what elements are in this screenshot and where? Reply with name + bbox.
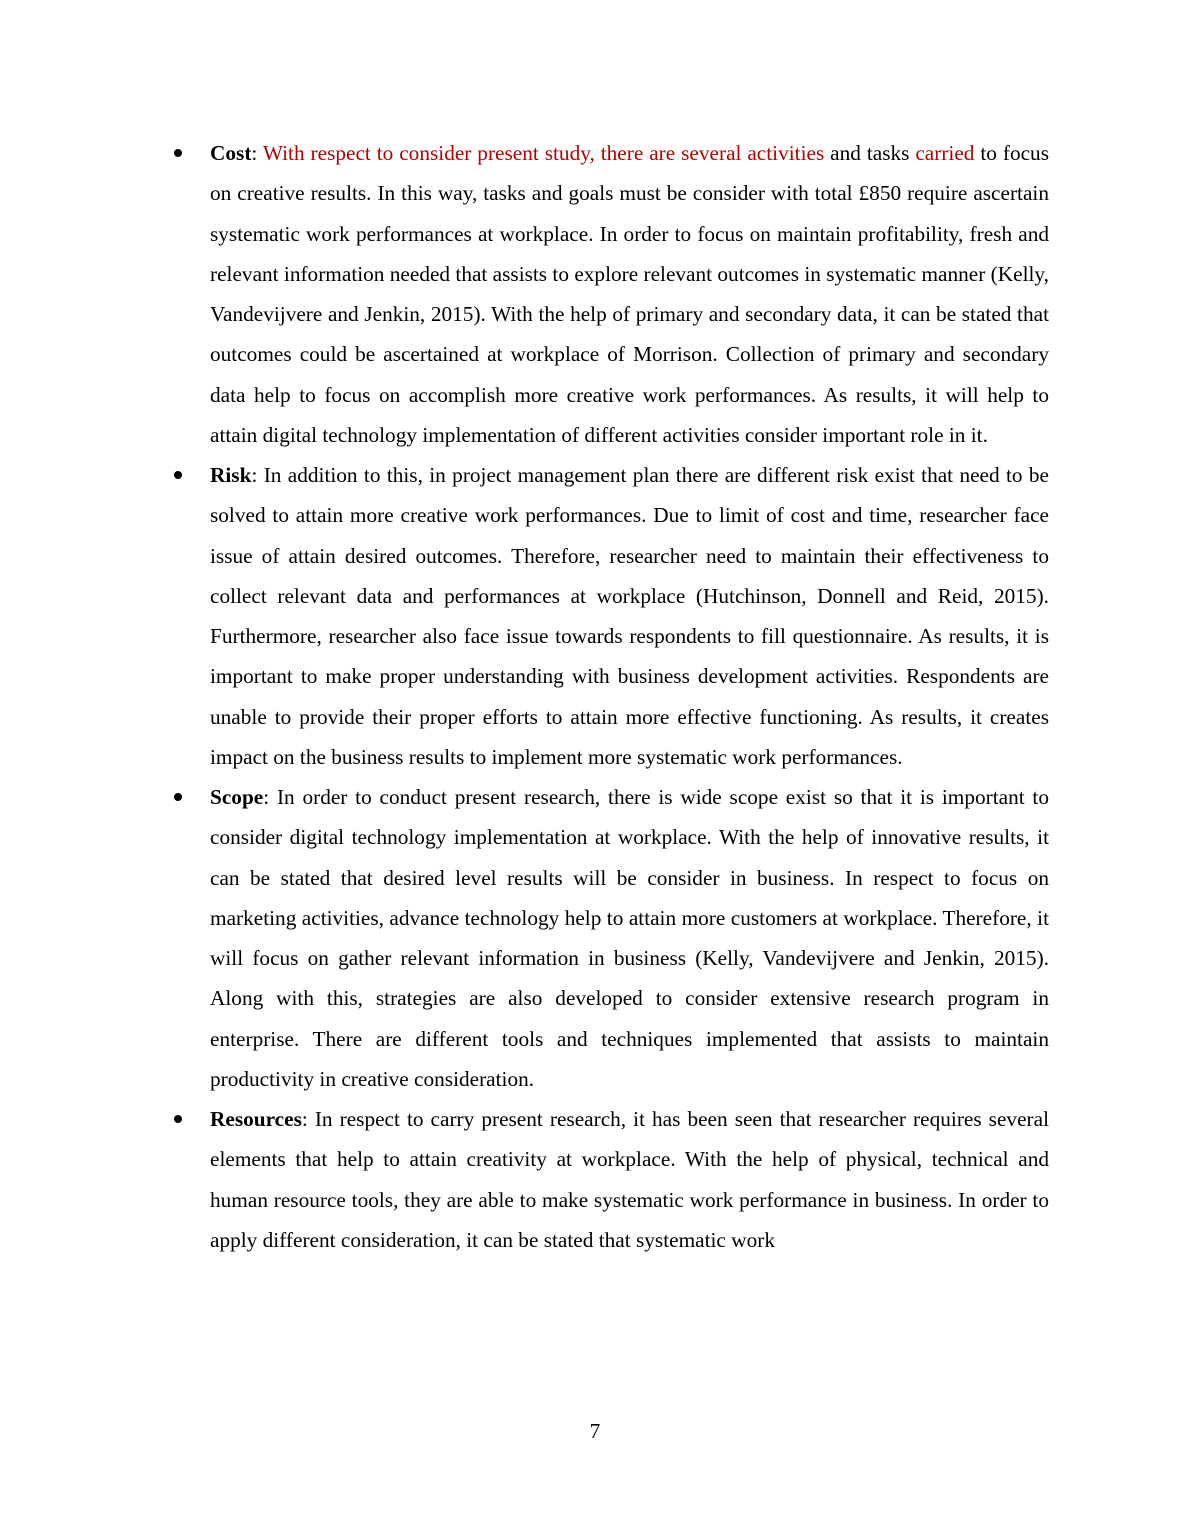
highlighted-text: With respect to consider present study, there are several activities [262, 141, 825, 165]
list-item-resources [210, 1099, 1049, 1260]
body-text: : In addition to this, in project management plan there are different risk exist that need to be solved to attain more creative work performances. Due to limit of cost and time, researcher face issue of attain desired outcomes. Therefore, researcher need to maintain their effectiveness to collect relevant data and performances at workplace (Hutchinson, Donnell and Reid, 2015). Furthermore, researcher also face issue towards respondents to fill questionnaire. As results, it is important to make proper understanding with business development activities. Respondents are unable to provide their proper efforts to attain more effective functioning. As results, it creates impact on the business results to implement more systematic work performances. [210, 463, 1049, 769]
term-resources: Resources [210, 1107, 302, 1131]
body-text: : In respect to carry present research, it has been seen that researcher requires several elements that help to attain creativity at workplace. With the help of physical, technical and human resource tools, they are able to make systematic work performance in business. In order to apply different consideration, it can be stated that systematic work [210, 1107, 1049, 1252]
term-separator: : [251, 141, 263, 165]
term-cost: Cost [210, 141, 252, 165]
list-item-risk [210, 455, 1049, 777]
list-item-scope [210, 777, 1049, 1099]
highlighted-text: carried [915, 141, 975, 165]
list-item-cost [210, 133, 1049, 455]
bullet-icon [174, 1115, 182, 1123]
term-risk: Risk [210, 463, 252, 487]
term-scope: Scope [210, 785, 264, 809]
bullet-icon [174, 793, 182, 801]
body-text: : In order to conduct present research, there is wide scope exist so that it is important to consider digital technology implementation at workplace. With the help of innovative results, it can be stated that desired level results will be consider in business. In respect to focus on marketing activities, advance technology help to attain more customers at workplace. Therefore, it will focus on gather relevant information in business (Kelly, Vandevijvere and Jenkin, 2015). Along with this, strategies are also developed to consider extensive research program in enterprise. There are different tools and techniques implemented that assists to maintain productivity in creative consideration. [210, 785, 1049, 1091]
page-number: 7 [589, 1419, 601, 1443]
bullet-list [210, 133, 1049, 1260]
body-text: and tasks [824, 141, 916, 165]
body-text: to focus on creative results. In this way, tasks and goals must be consider with total £850 require ascertain systematic work performances at workplace. In order to focus on maintain profitability, fresh and relevant information needed that assists to explore relevant outcomes in systematic manner (Kelly, Vandevijvere and Jenkin, 2015). With the help of primary and secondary data, it can be stated that outcomes could be ascertained at workplace of Morrison. Collection of primary and secondary data help to focus on accomplish more creative work performances. As results, it will help to attain digital technology implementation of different activities consider important role in it. [210, 141, 1049, 447]
bullet-icon [174, 149, 182, 157]
bullet-icon [174, 471, 182, 479]
